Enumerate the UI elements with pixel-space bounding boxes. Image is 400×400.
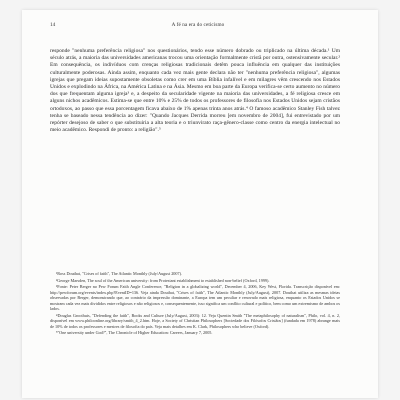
footnote-1: ¹Ross Douthat, "Crises of faith", The Atlantic Monthly (July/August 2007). bbox=[56, 271, 183, 276]
footnote-3: ³Fonte: Peter Berger no Pew Forum Faith Angle Conference, "Religion in a globalizing world", December 4, 2006, Key West, Florida. Transcrição disponível em: http://pewforum.org/events/index.php?EventID=136. Veja ainda Douthat, "Crises of faith", The Atlantic Monthly (July/August), 2007. Douthat utiliza as mesmas ideias observadas por Berger, demonstrando que, ao contrário da impressão dominante, a Europa tem um peculiar e renovado mais religiosa, enquanto os Estados Unidos se mostram cada vez mais divididos entre religiosos e não religiosos e, consequentemente, isso significa um conflito cultural e político, bem como um extremismo de ambos os lados. bbox=[50, 284, 340, 311]
footnotes bbox=[50, 271, 340, 337]
main-text bbox=[50, 48, 340, 134]
footnote-2: ²George Marsden, The soul of the American university: from Protestant establishment to established non-belief (Oxford, 1999). bbox=[56, 277, 270, 283]
running-title: A fé na era do ceticismo bbox=[171, 22, 225, 28]
footnote-4: ⁴Douglas Groothuis, "Defending the faith", Books and Culture (July/August, 2003): 12. Veja Quentin Smith "The metaphilosophy of naturalism", Philo, vol. 4, n. 2, disponível em www.philoonline.org/library/smith_4_2.htm. Hoje, a Society of Christian Philosophers [Sociedade dos Filósofos Cristãos] (fundada em 1978) abrange mais de 10% de todos os professores e mestres de filosofia do país. Veja mais detalhes em K. Clark, Philosophers who believe (Oxford). bbox=[50, 312, 340, 329]
book-page bbox=[22, 10, 378, 398]
page-number: 14 bbox=[50, 22, 56, 28]
footnote-5: ⁵"One university under God?", The Chronicle of Higher Education: Careers, January 7, 2005. bbox=[56, 330, 213, 335]
paragraph: responde "nenhuma preferência religiosa" nos questionários, tendo esse número dobrado ou triplicado na última década.¹ Um século atrás, a maioria das universidades americanas trocou uma orientação formalmente cristã por outra, ostensivamente secular.² Em consequência, os indivíduos com crenças religiosas tradicionais detêm pouca influência em qualquer das instituições culturalmente poderosas. Ainda assim, enquanto cada vez mais gente declara não ter "nenhuma preferência religiosa", algumas igrejas que pregam ideias supostamente obsoletas como crer em uma Bíblia infalível e em milagres vêm crescendo nos Estados Unidos e explodindo na África, na América Latina e na Ásia. Mesmo em boa parte da Europa verifica-se certo aumento no número dos que frequentam alguma igreja³ e, a despeito da secularidade vigente na maioria das universidades, a fé religiosa cresce em alguns nichos acadêmicos. Estima-se que entre 10% e 25% de todos os professores de filosofia nos Estados Unidos sejam cristãos ortodoxos, ao passo que essa porcentagem ficava abaixo de 1% apenas trinta anos atrás.⁴ O famoso acadêmico Stanley Fish talvez tenha se baseado nessa tendência ao dizer: "Quando Jacques Derrida morreu [em novembro de 2004], fui entrevistado por um repórter desejoso de saber o que substituiria a alta teoria e o triunvirato raça-gênero-classe como centro da energia intelectual no meio acadêmico. Respondi de pronto: a religião".⁵ bbox=[50, 48, 340, 134]
page-header bbox=[50, 22, 346, 32]
